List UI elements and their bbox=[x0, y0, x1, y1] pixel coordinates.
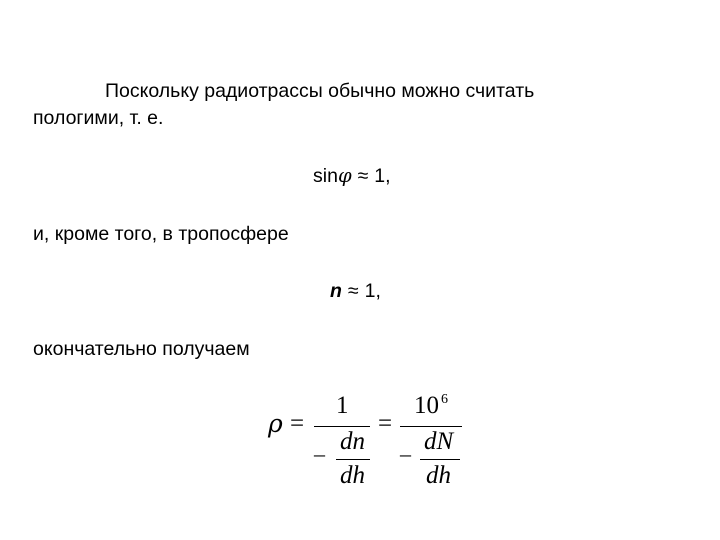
n-symbol: n bbox=[330, 280, 342, 302]
fraction-1-inner-bar bbox=[336, 459, 370, 460]
fraction-1-inner-denominator: dh bbox=[340, 462, 365, 489]
fraction-1-minus: – bbox=[314, 441, 325, 466]
fraction-2-numerator-exponent: 6 bbox=[441, 392, 448, 407]
paragraph-2: и, кроме того, в тропосфере bbox=[33, 223, 289, 245]
paragraph-3: окончательно получаем bbox=[33, 338, 250, 360]
equals-sign-1: = bbox=[290, 410, 305, 437]
fraction-1-numerator: 1 bbox=[336, 392, 349, 419]
rho-symbol: ρ bbox=[268, 409, 283, 438]
fraction-2-inner-numerator: dN bbox=[424, 428, 454, 455]
equation-2-rhs: 1, bbox=[364, 280, 381, 302]
fraction-1-inner-numerator: dn bbox=[340, 428, 365, 455]
approx-sign: ≈ bbox=[347, 280, 359, 302]
phi-symbol: φ bbox=[337, 164, 352, 187]
equals-sign-2: = bbox=[378, 410, 393, 437]
equation-rho bbox=[268, 390, 528, 500]
equation-1-rhs: 1, bbox=[374, 165, 391, 187]
fraction-2-numerator-base: 10 bbox=[414, 392, 439, 419]
approx-sign: ≈ bbox=[357, 165, 369, 187]
equation-n bbox=[330, 280, 381, 302]
fraction-2-inner-denominator: dh bbox=[426, 462, 451, 489]
paragraph-1-line-2: пологими, т. е. bbox=[33, 107, 164, 129]
sin-function: sin bbox=[313, 165, 338, 187]
fraction-2-minus: – bbox=[400, 441, 411, 466]
equation-sin-phi bbox=[313, 165, 391, 187]
fraction-2-inner-bar bbox=[420, 459, 460, 460]
paragraph-1-line-1: Поскольку радиотрассы обычно можно считать bbox=[105, 80, 535, 102]
